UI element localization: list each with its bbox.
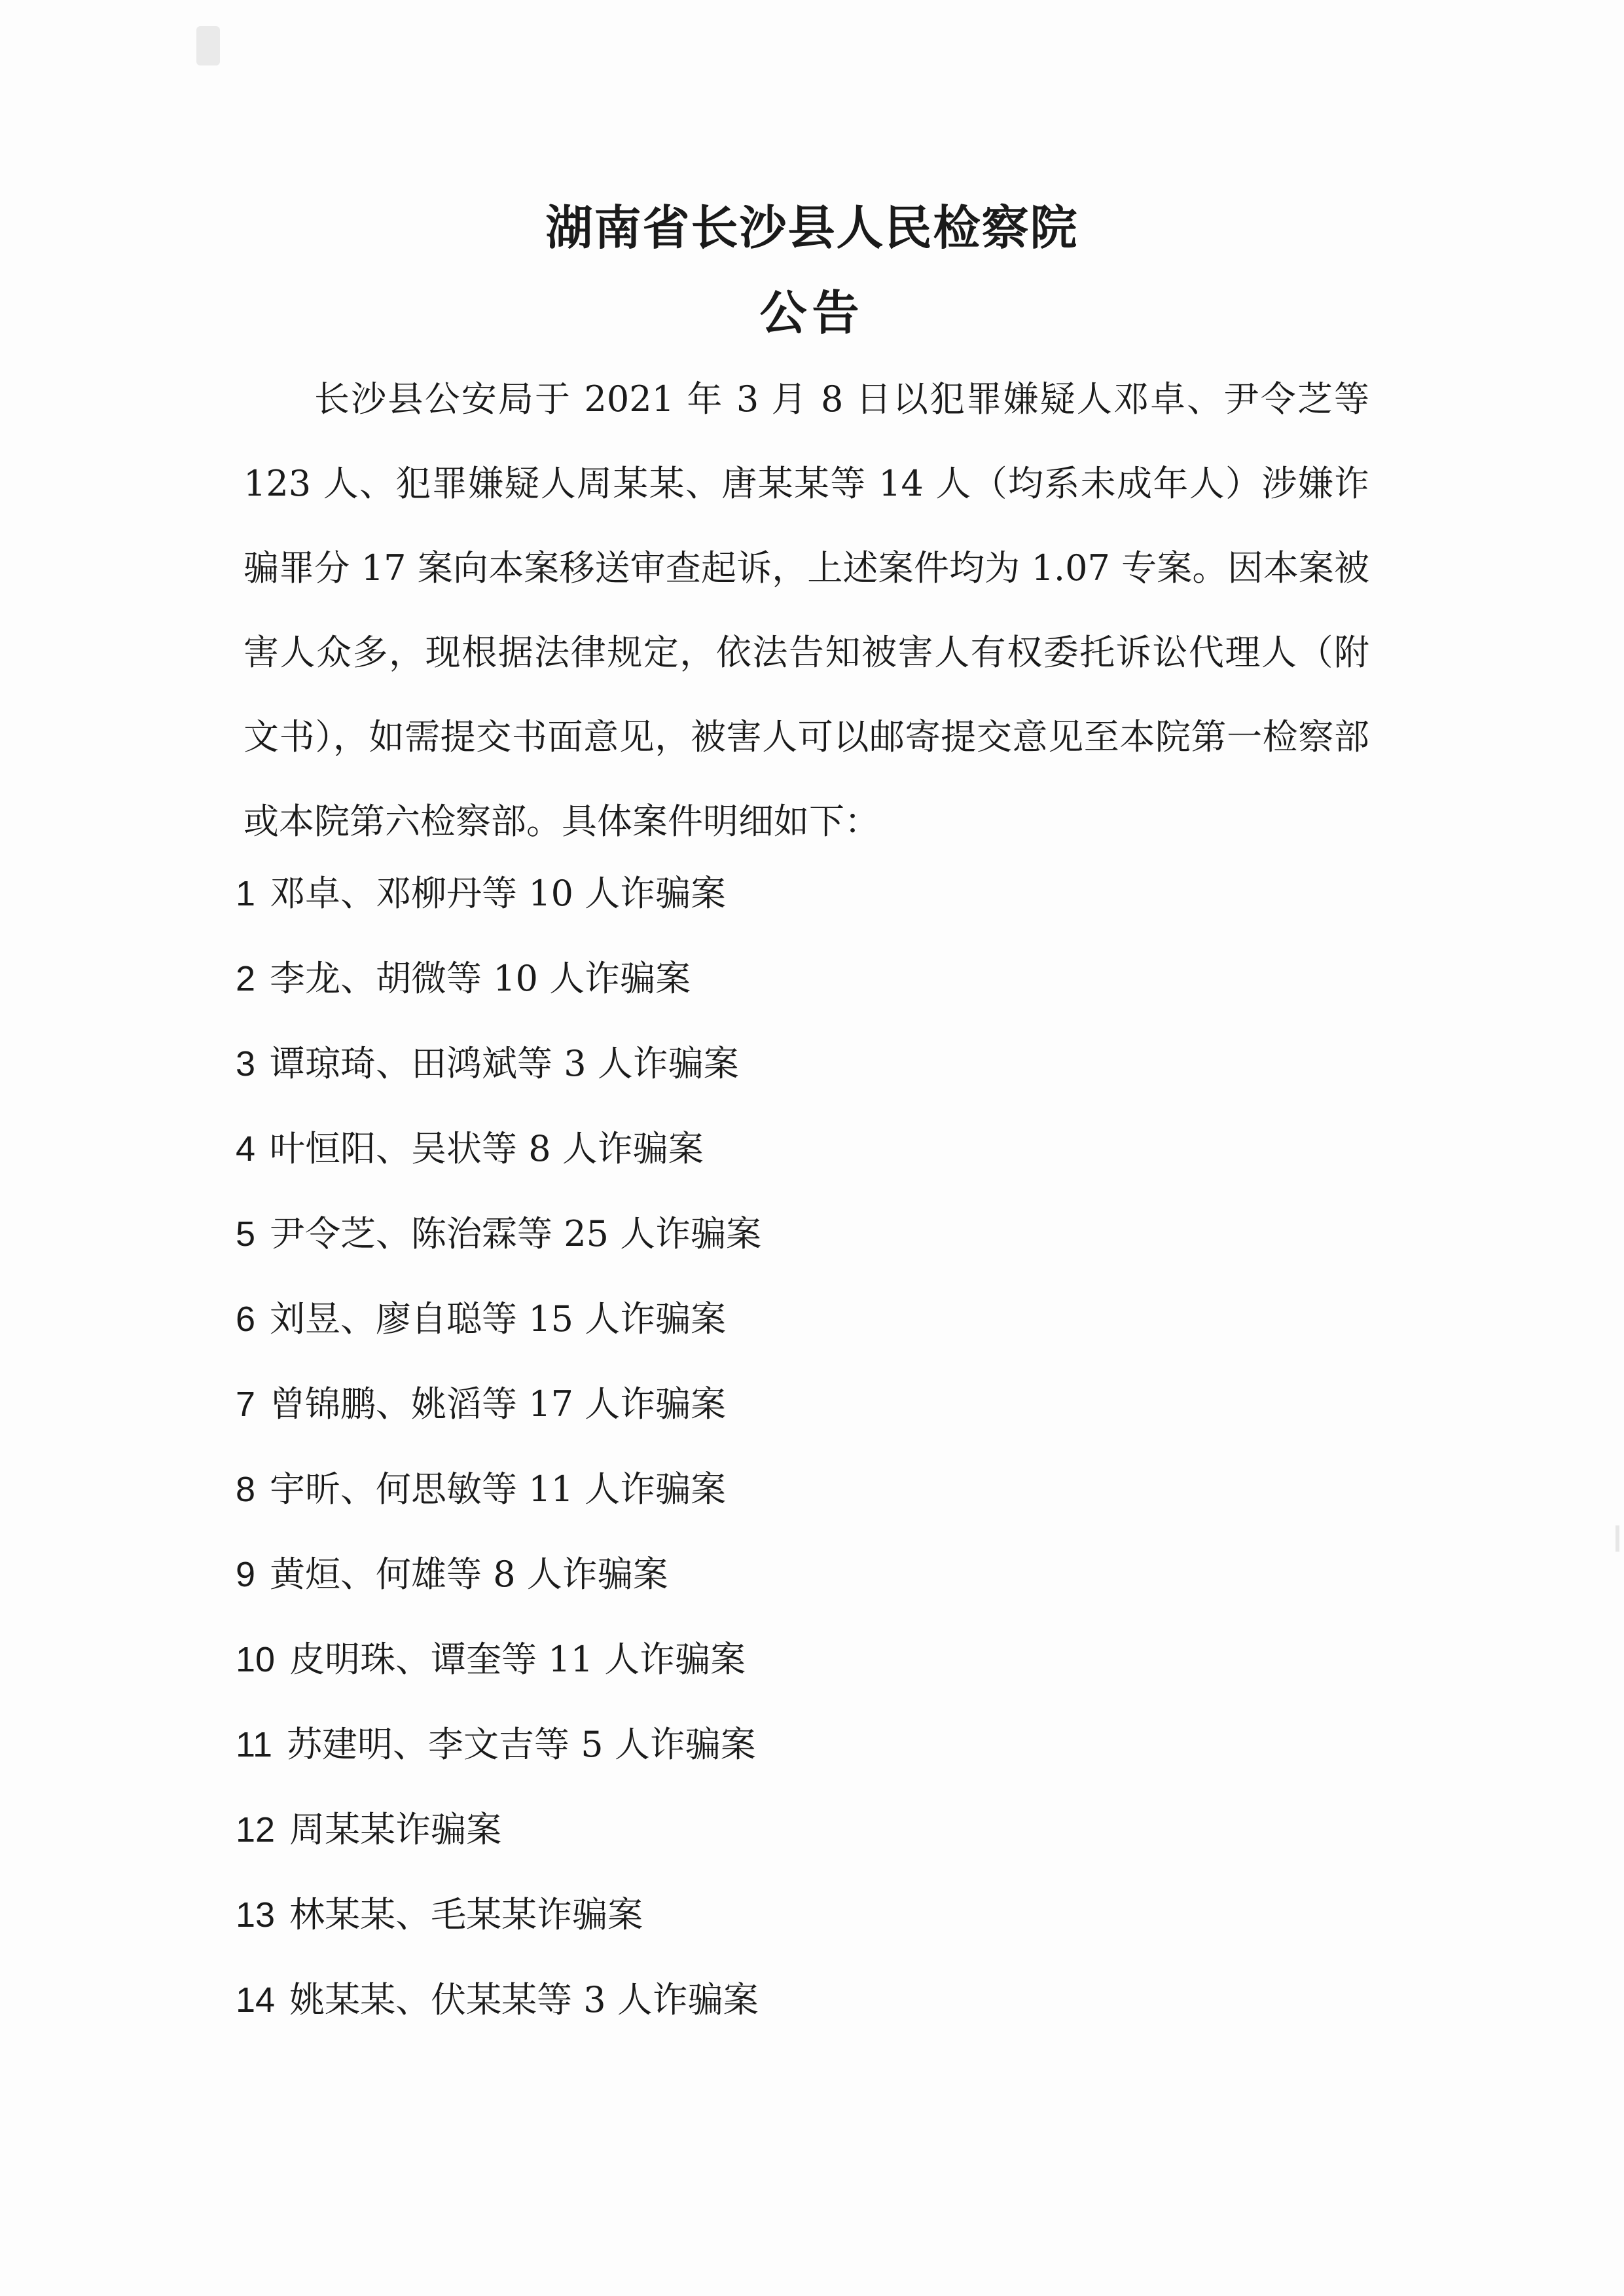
case-title: 黄烜、何雄等 8 人诈骗案 bbox=[270, 1554, 668, 1595]
case-title: 叶恒阳、吴状等 8 人诈骗案 bbox=[270, 1128, 704, 1169]
case-title: 尹令芝、陈治霖等 25 人诈骗案 bbox=[270, 1213, 762, 1254]
case-number: 14 bbox=[236, 1980, 276, 2020]
case-item bbox=[236, 1630, 761, 1715]
case-number: 2 bbox=[236, 959, 256, 998]
case-title: 刘昱、廖自聪等 15 人诈骗案 bbox=[270, 1298, 727, 1339]
case-item bbox=[236, 1971, 761, 2056]
case-number: 7 bbox=[236, 1385, 256, 1424]
case-title: 谭琼琦、田鸿斌等 3 人诈骗案 bbox=[270, 1043, 739, 1084]
case-item bbox=[236, 1034, 761, 1120]
case-number: 10 bbox=[236, 1640, 276, 1679]
case-title: 曾锦鹏、姚滔等 17 人诈骗案 bbox=[270, 1383, 727, 1425]
scan-artifact bbox=[1615, 1525, 1619, 1552]
case-title: 皮明珠、谭奎等 11 人诈骗案 bbox=[289, 1639, 746, 1680]
case-number: 13 bbox=[236, 1895, 276, 1935]
case-number: 3 bbox=[236, 1044, 256, 1084]
case-number: 12 bbox=[236, 1810, 276, 1850]
case-title: 周某某诈骗案 bbox=[289, 1809, 502, 1850]
case-item bbox=[236, 1886, 761, 1971]
case-item bbox=[236, 1290, 761, 1375]
case-list bbox=[236, 864, 761, 2056]
case-title: 李龙、胡微等 10 人诈骗案 bbox=[270, 958, 691, 999]
case-item bbox=[236, 864, 761, 949]
notice-body-paragraph: 长沙县公安局于 2021 年 3 月 8 日以犯罪嫌疑人邓卓、尹令芝等 123 人、犯罪嫌疑人周某某、唐某某等 14 人（均系未成年人）涉嫌诈骗罪分 17 案向本案移送审查起诉，上述案件均为 1.07 专案。因本案被害人众多，现根据法律规定，依法告知被害人有权委托诉讼代理人（附文书），如需提交书面意见，被害人可以邮寄提交意见至本院第一检察部或本院第六检察部。具体案件明细如下： bbox=[244, 378, 1369, 842]
case-item bbox=[236, 1375, 761, 1460]
case-title: 苏建明、李文吉等 5 人诈骗案 bbox=[287, 1724, 756, 1765]
case-title: 林某某、毛某某诈骗案 bbox=[289, 1894, 643, 1935]
case-item bbox=[236, 1205, 761, 1290]
case-title: 邓卓、邓柳丹等 10 人诈骗案 bbox=[270, 873, 727, 914]
case-item bbox=[236, 1460, 761, 1545]
case-item bbox=[236, 949, 761, 1034]
case-item bbox=[236, 1545, 761, 1630]
case-item bbox=[236, 1800, 761, 1886]
case-title: 宇昕、何思敏等 11 人诈骗案 bbox=[270, 1468, 727, 1510]
case-number: 4 bbox=[236, 1129, 256, 1169]
organization-title: 湖南省长沙县人民检察院 bbox=[545, 200, 1079, 255]
case-number: 8 bbox=[236, 1470, 256, 1509]
case-title: 姚某某、伏某某等 3 人诈骗案 bbox=[289, 1979, 759, 2020]
case-number: 6 bbox=[236, 1300, 256, 1339]
case-item bbox=[236, 1120, 761, 1205]
case-item bbox=[236, 1715, 761, 1800]
case-number: 5 bbox=[236, 1214, 256, 1254]
case-number: 1 bbox=[236, 874, 256, 913]
document-type-title: 公告 bbox=[759, 285, 865, 340]
case-number: 11 bbox=[236, 1725, 273, 1764]
case-number: 9 bbox=[236, 1555, 256, 1594]
scan-artifact bbox=[196, 26, 220, 65]
